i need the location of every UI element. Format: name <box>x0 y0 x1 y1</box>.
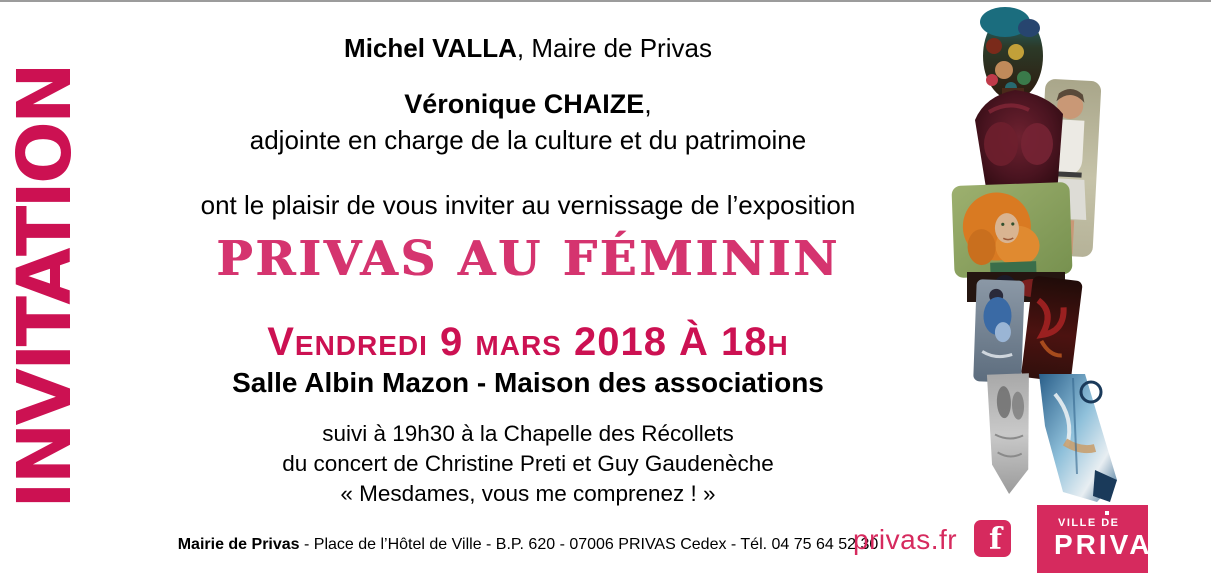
after-event-details <box>128 419 928 509</box>
footer-org-name: Mairie de Privas <box>177 536 300 553</box>
logo-bottom-text: PRIVAS <box>1054 529 1175 560</box>
event-venue: Salle Albin Mazon - Maison des associations <box>232 367 824 398</box>
host1-title: , Maire de Privas <box>516 33 712 63</box>
host2-name: Véronique CHAIZE <box>404 89 645 119</box>
host1-line <box>128 33 928 64</box>
vertical-invitation-banner <box>2 0 88 573</box>
host2-comma: , <box>644 89 652 119</box>
footer-address <box>128 536 928 554</box>
logo-top-text: VILLE DE <box>1058 517 1120 529</box>
exhibition-title: PRIVAS AU FÉMININ <box>216 231 840 287</box>
host2-line <box>128 89 928 120</box>
host2-role: adjointe en charge de la culture et du patrimoine <box>249 125 807 155</box>
invite-sentence: ont le plaisir de vous inviter au vernissage de l’exposition <box>200 190 856 220</box>
host1-name: Michel VALLA <box>344 33 517 63</box>
after-event-line1: suivi à 19h30 à la Chapelle des Récollets <box>322 421 734 446</box>
invitation-vertical-label: INVITATION <box>2 64 88 509</box>
woman-collage-artwork <box>945 2 1157 504</box>
facebook-icon[interactable] <box>974 520 1011 557</box>
facebook-icon-glyph: f <box>989 522 1002 557</box>
ville-de-privas-logo <box>1037 505 1175 573</box>
after-event-line2: du concert de Christine Preti et Guy Gaudenèche <box>282 451 774 476</box>
footer-address-text: - Place de l’Hôtel de Ville - B.P. 620 - 07006 PRIVAS Cedex - Tél. 04 75 64 52 30 <box>299 536 879 553</box>
logo-accent-dot <box>1105 511 1109 515</box>
after-event-quote: « Mesdames, vous me comprenez ! » <box>340 481 716 506</box>
website-link[interactable]: privas.fr <box>853 524 958 555</box>
event-date: Vendredi 9 mars 2018 À 18h <box>267 320 789 364</box>
